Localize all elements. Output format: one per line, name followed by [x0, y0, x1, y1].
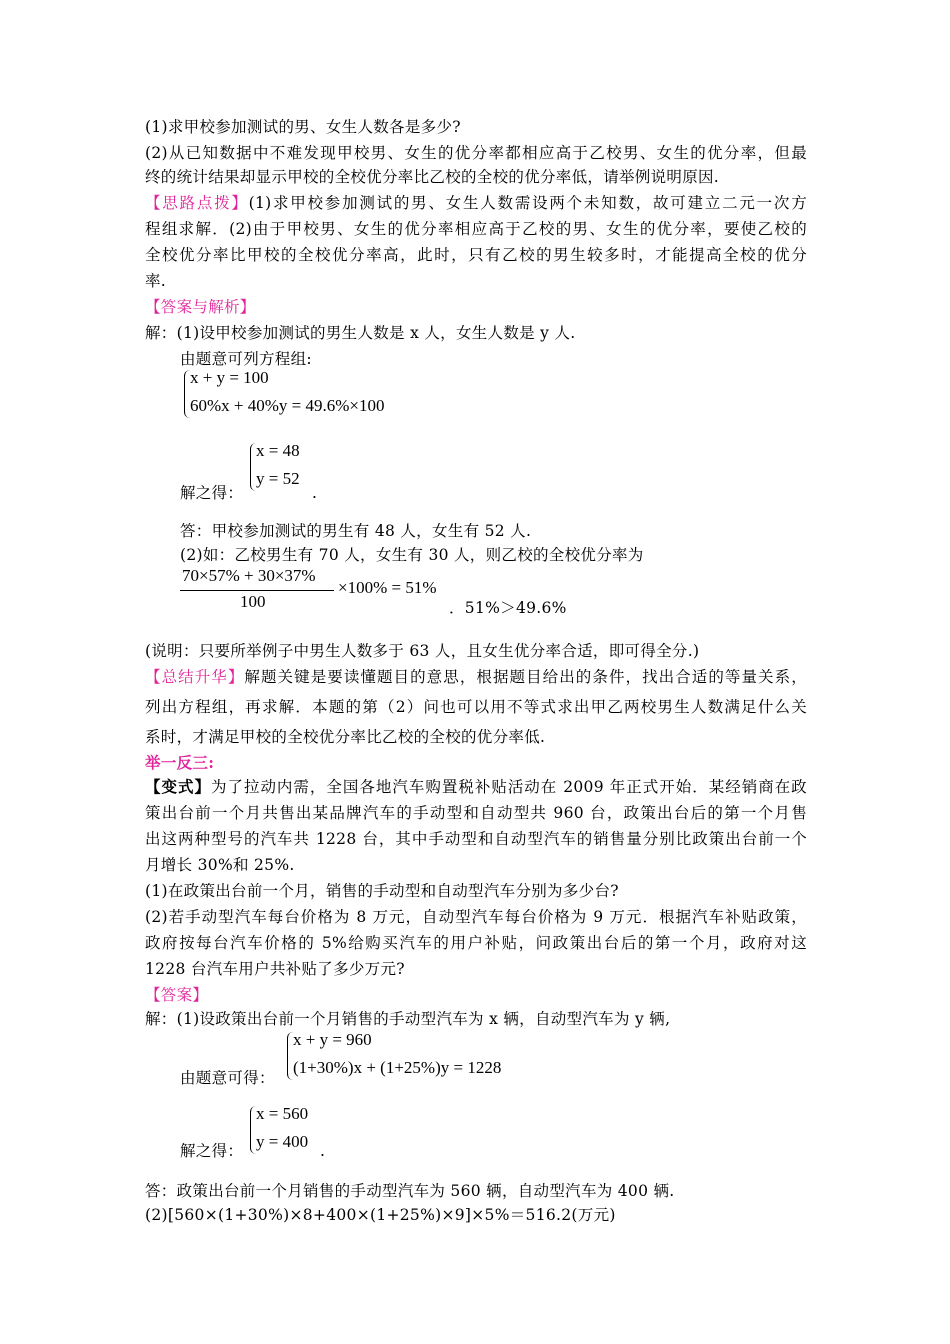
equation-2b: (1+30%)x + (1+25%)y = 1228	[293, 1058, 502, 1077]
summary-line-3: 系时，才满足甲校的全校优分率比乙校的全校的优分率低.	[145, 728, 546, 746]
equation-system-2	[283, 1030, 553, 1084]
answer-1-reply: 答：甲校参加测试的男生有 48 人，女生有 52 人.	[180, 522, 532, 540]
question-2-line-2: 终的统计结果却显示甲校的全校优分率比乙校的全校的优分率低，请举例说明原因.	[145, 168, 720, 186]
answer-2-part-2: (2)[560×(1+30%)×8+400×(1+25%)×9]×5%＝516.2(万元)	[145, 1206, 616, 1224]
solve-label-2: 解之得：	[180, 1142, 244, 1160]
variant-question-2-line-2: 政府按每台汽车价格的 5%给购买汽车的用户补贴，问政策出台后的第一个月，政府对这	[145, 934, 807, 952]
hint-line-2: 程组求解．(2)由于甲校男、女生的优分率相应高于乙校的男、女生的优分率，要使乙校的	[145, 220, 807, 238]
hint-line-3: 全校优分率比甲校的全校优分率高，此时，只有乙校的男生较多时，才能提高全校的优分	[145, 246, 807, 264]
variant-question-2-line-1: (2)若手动型汽车每台价格为 8 万元，自动型汽车每台价格为 9 万元．根据汽车补贴政策，	[145, 908, 807, 926]
summary-line-1	[145, 666, 807, 688]
equation-2a: x + y = 960	[293, 1030, 372, 1049]
variant-line-1	[145, 776, 807, 798]
solution-2b: y = 400	[256, 1132, 309, 1151]
fraction-denominator: 100	[240, 592, 266, 611]
answer-2-setup: 解：(1)设政策出台前一个月销售的手动型汽车为 x 辆，自动型汽车为 y 辆,	[145, 1010, 671, 1028]
solve-label-1: 解之得：	[180, 484, 244, 502]
hint-label: 【思路点拨】	[145, 194, 249, 212]
equation-1a: x + y = 100	[190, 368, 269, 387]
answer-label: 【答案】	[145, 986, 209, 1004]
hint-text-1: (1)求甲校参加测试的男、女生人数需设两个未知数，故可建立二元一次方	[248, 194, 807, 212]
variant-line-3: 出这两种型号的汽车共 1228 台，其中手动型和自动型汽车的销售量分别比政策出台前一个	[145, 830, 807, 848]
answer-2-reply: 答：政策出台前一个月销售的手动型汽车为 560 辆，自动型汽车为 400 辆.	[145, 1182, 675, 1200]
variant-label: 【变式】	[145, 777, 211, 796]
answer-analysis-label: 【答案与解析】	[145, 298, 256, 316]
hint-line-1	[145, 192, 807, 214]
question-1: (1)求甲校参加测试的男、女生人数各是多少?	[145, 118, 461, 136]
solution-2a: x = 560	[256, 1104, 309, 1123]
fraction-bar	[180, 590, 334, 591]
comparison-text: ．51%＞49.6%	[449, 599, 567, 617]
note-text: (说明：只要所举例子中男生人数多于 63 人，且女生优分率合适，即可得全分.)	[145, 642, 700, 660]
answer-1-from-problem: 由题意可列方程组:	[180, 350, 312, 368]
question-2-line-1: (2)从已知数据中不难发现甲校男、女生的优分率都相应高于乙校男、女生的优分率，但最	[145, 144, 807, 162]
example-3-title: 举一反三:	[145, 753, 215, 772]
summary-line-2: 列出方程组，再求解．本题的第（2）问也可以用不等式求出甲乙两校男生人数满足什么关	[145, 698, 807, 716]
equation-system-1	[180, 368, 440, 422]
solution-1b: y = 52	[256, 469, 300, 488]
solution-1a: x = 48	[256, 441, 300, 460]
variant-question-2-line-3: 1228 台汽车用户共补贴了多少万元?	[145, 960, 405, 978]
variant-text-1: 为了拉动内需，全国各地汽车购置税补贴活动在 2009 年正式开始．某经销商在政	[210, 778, 807, 796]
fraction-result: ×100% = 51%	[338, 578, 437, 597]
answer-2-example: (2)如：乙校男生有 70 人，女生有 30 人，则乙校的全校优分率为	[180, 546, 644, 564]
solution-period-1: .	[312, 484, 318, 502]
answer-2-from-problem: 由题意可得：	[180, 1069, 275, 1087]
summary-label: 【总结升华】	[145, 668, 245, 686]
variant-line-2: 策出台前一个月共售出某品牌汽车的手动型和自动型共 960 台，政策出台后的第一个月售	[145, 804, 807, 822]
variant-question-1: (1)在政策出台前一个月，销售的手动型和自动型汽车分别为多少台?	[145, 882, 619, 900]
fraction-numerator: 70×57% + 30×37%	[182, 566, 316, 585]
summary-text-1: 解题关键是要读懂题目的意思，根据题目给出的条件，找出合适的等量关系，	[244, 668, 807, 686]
hint-line-4: 率.	[145, 272, 167, 290]
variant-line-4: 月增长 30%和 25%.	[145, 856, 295, 874]
equation-1b: 60%x + 40%y = 49.6%×100	[190, 396, 385, 415]
answer-1-setup: 解：(1)设甲校参加测试的男生人数是 x 人，女生人数是 y 人.	[145, 324, 576, 342]
solution-period-2: .	[320, 1142, 326, 1160]
